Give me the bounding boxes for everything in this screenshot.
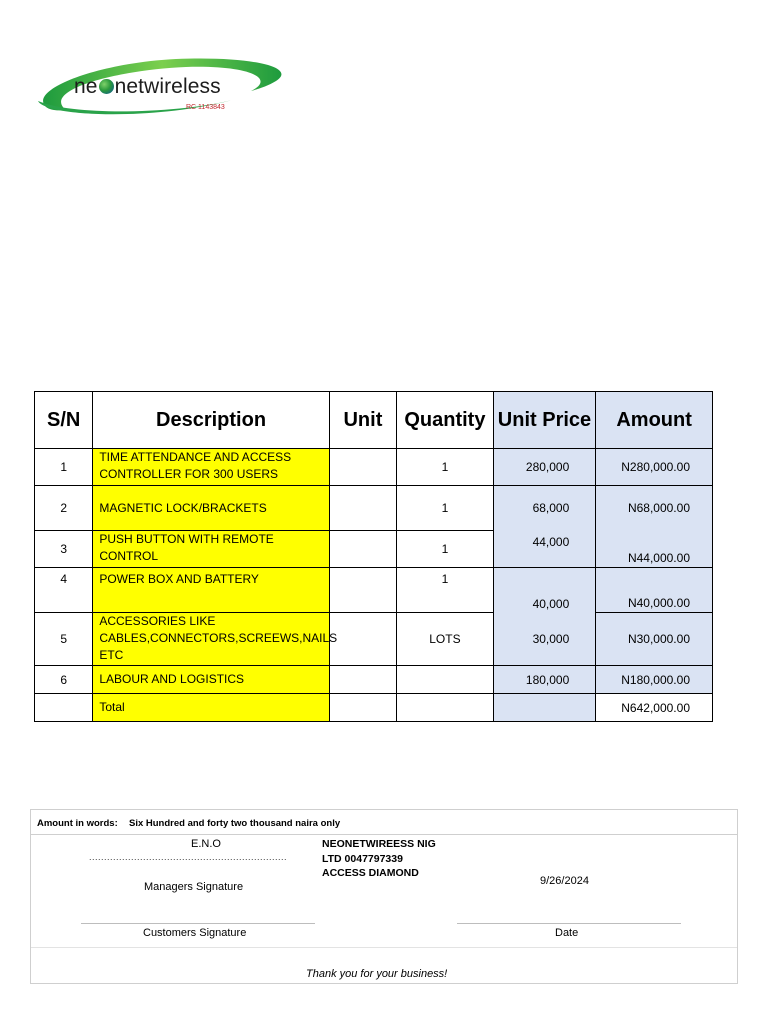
header-description: Description	[93, 392, 329, 449]
total-amount: N642,000.00	[596, 694, 713, 722]
table-row	[35, 486, 713, 531]
cell-sn: 3	[35, 531, 93, 568]
cell-unit-price: 40,000	[493, 568, 596, 613]
cell-unit	[329, 666, 396, 694]
cell-sn: 6	[35, 666, 93, 694]
table-header-row	[35, 392, 713, 449]
cell-description: POWER BOX AND BATTERY	[93, 568, 329, 613]
table-row	[35, 613, 713, 666]
cell-sn-empty	[35, 694, 93, 722]
eno-text: E.N.O	[191, 838, 221, 850]
cell-quantity: 1	[397, 449, 494, 486]
invoice-footer	[30, 809, 738, 984]
header-sn: S/N	[35, 392, 93, 449]
cell-unit-price: 68,000	[493, 486, 596, 531]
table-row	[35, 666, 713, 694]
date-label: Date	[555, 927, 579, 939]
cell-unit	[329, 449, 396, 486]
logo-wordmark	[74, 75, 221, 99]
logo-text-end: netwireless	[114, 75, 221, 98]
amount-in-words-label: Amount in words:	[37, 818, 118, 829]
cell-unit	[329, 486, 396, 531]
cell-description: PUSH BUTTON WITH REMOTE CONTROL	[93, 531, 329, 568]
cell-unit	[329, 568, 396, 613]
total-label: Total	[93, 694, 329, 722]
header-unit: Unit	[329, 392, 396, 449]
cell-quantity: LOTS	[397, 613, 494, 666]
cell-unit-price: 30,000	[493, 613, 596, 666]
header-unit-price: Unit Price	[493, 392, 596, 449]
header-quantity: Quantity	[397, 392, 494, 449]
thank-you-note: Thank you for your business!	[306, 968, 448, 980]
footer-divider	[31, 947, 737, 948]
logo-text-start: ne	[74, 75, 98, 98]
cell-amount: N280,000.00	[596, 449, 713, 486]
amount-in-words-value: Six Hundred and forty two thousand naira only	[129, 818, 341, 829]
managers-signature-label: Managers Signature	[144, 881, 244, 893]
cell-quantity: 1	[397, 531, 494, 568]
globe-icon	[99, 79, 114, 94]
table-row	[35, 449, 713, 486]
quotation-table	[34, 391, 713, 722]
cell-unit-empty	[329, 694, 396, 722]
header-amount: Amount	[596, 392, 713, 449]
cell-amount: N180,000.00	[596, 666, 713, 694]
cell-description: MAGNETIC LOCK/BRACKETS	[93, 486, 329, 531]
cell-quantity: 1	[397, 568, 494, 613]
amount-in-words-row	[31, 810, 737, 835]
cell-description: TIME ATTENDANCE AND ACCESS CONTROLLER FOR 300 USERS	[93, 449, 329, 486]
cell-sn: 2	[35, 486, 93, 531]
date-value: 9/26/2024	[540, 875, 589, 887]
company-logo	[36, 55, 286, 125]
signature-dots: ..................................................................	[89, 852, 288, 862]
cell-amount: N44,000.00	[596, 531, 713, 568]
cell-sn: 4	[35, 568, 93, 613]
cell-quantity	[397, 666, 494, 694]
cell-unit-price: 180,000	[493, 666, 596, 694]
customers-signature-label: Customers Signature	[143, 927, 247, 939]
cell-amount: N40,000.00	[596, 568, 713, 613]
table-row	[35, 568, 713, 613]
total-row	[35, 694, 713, 722]
cell-quantity-empty	[397, 694, 494, 722]
cell-description: ACCESSORIES LIKE CABLES,CONNECTORS,SCREEWS,NAILS ETC	[93, 613, 329, 666]
cell-sn: 5	[35, 613, 93, 666]
cell-sn: 1	[35, 449, 93, 486]
date-line	[457, 923, 681, 924]
bank-line-1: NEONETWIREESS NIG	[322, 838, 436, 850]
cell-amount: N68,000.00	[596, 486, 713, 531]
logo-rc-number: RC 1143843	[186, 104, 225, 111]
cell-unit	[329, 531, 396, 568]
bank-line-2: LTD 0047797339	[322, 852, 403, 865]
cell-quantity: 1	[397, 486, 494, 531]
cell-unit-price: 44,000	[493, 531, 596, 568]
cell-unit	[329, 613, 396, 666]
bank-line-3: ACCESS DIAMOND	[322, 867, 419, 879]
table-row	[35, 531, 713, 568]
cell-unit-price: 280,000	[493, 449, 596, 486]
customer-signature-line	[81, 923, 315, 924]
cell-description: LABOUR AND LOGISTICS	[93, 666, 329, 694]
cell-amount: N30,000.00	[596, 613, 713, 666]
cell-unit-price-empty	[493, 694, 596, 722]
